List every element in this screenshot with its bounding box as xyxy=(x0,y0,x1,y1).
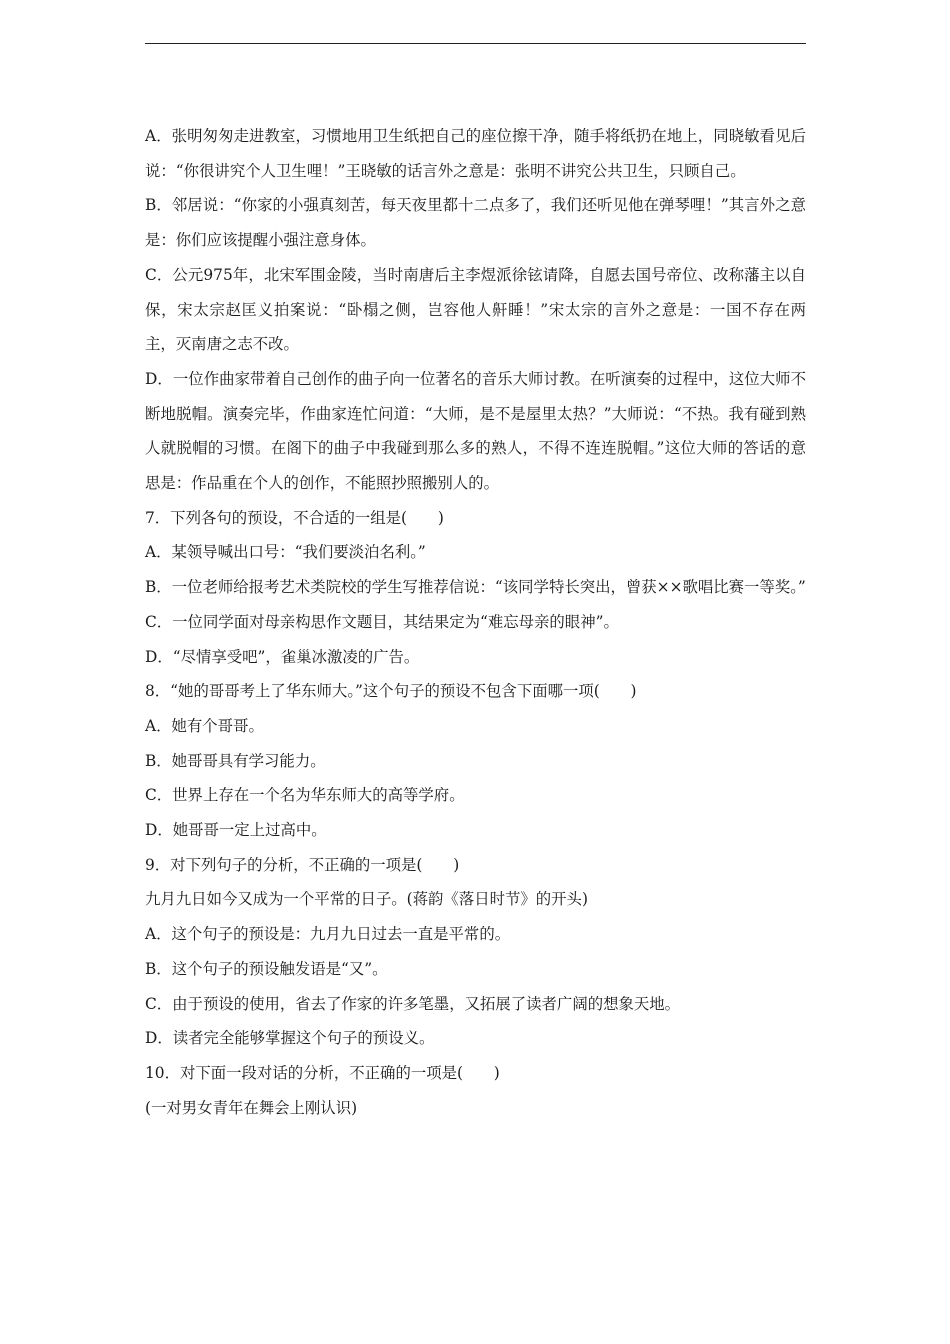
question-10-context: (一对男女青年在舞会上刚认识) xyxy=(145,1098,358,1117)
question-7-option-d: D．“尽情享受吧”，雀巢冰激凌的广告。 xyxy=(145,647,420,666)
question-10-stem: 10．对下面一段对话的分析，不正确的一项是( ) xyxy=(145,1063,500,1082)
question-8-option-a: A．她有个哥哥。 xyxy=(145,716,264,735)
question-7-option-c: C．一位同学面对母亲构思作文题目，其结果定为“难忘母亲的眼神”。 xyxy=(145,612,619,631)
question-8-option-c: C．世界上存在一个名为华东师大的高等学府。 xyxy=(145,786,465,805)
question-8-option-d: D．她哥哥一定上过高中。 xyxy=(145,821,327,840)
header-rule xyxy=(145,43,806,44)
question-9-option-b: B．这个句子的预设触发语是“又”。 xyxy=(145,959,388,978)
question-9-passage: 九月九日如今又成为一个平常的日子。(蒋韵《落日时节》的开头) xyxy=(145,890,588,909)
question-9-stem: 9．对下列句子的分析，不正确的一项是( ) xyxy=(145,855,460,874)
question-6-option-d: D．一位作曲家带着自己创作的曲子向一位著名的音乐大师讨教。在听演奏的过程中，这位大师不断地脱帽。演奏完毕，作曲家连忙问道：“大师，是不是屋里太热？”大师说：“不热。我有碰到熟人就脱帽的习惯。在阁下的曲子中我碰到那么多的熟人，不得不连连脱帽。”这位大师的答话的意思是：作品重在个人的创作，不能照抄照搬别人的。 xyxy=(145,369,806,493)
question-6-option-b: B．邻居说：“你家的小强真刻苦，每天夜里都十二点多了，我们还听见他在弹琴哩！”其言外之意是：你们应该提醒小强注意身体。 xyxy=(145,196,806,250)
question-9-option-a: A．这个句子的预设是：九月九日过去一直是平常的。 xyxy=(145,925,511,944)
question-7-option-a: A．某领导喊出口号：“我们要淡泊名利。” xyxy=(145,543,426,562)
question-6-option-c: C．公元975年，北宋军围金陵，当时南唐后主李煜派徐铉请降，自愿去国号帝位、改称藩主以自保，宋太宗赵匡义拍案说：“卧榻之侧，岂容他人鼾睡！”宋太宗的言外之意是：一国不存在两主，灭南唐之志不改。 xyxy=(145,265,806,354)
document-body xyxy=(145,119,806,1125)
question-7-option-b: B．一位老师给报考艺术类院校的学生写推荐信说：“该同学特长突出，曾获××歌唱比赛一等奖。” xyxy=(145,578,806,597)
question-8-stem: 8．“她的哥哥考上了华东师大。”这个句子的预设不包含下面哪一项( ) xyxy=(145,682,637,701)
question-9-option-d: D．读者完全能够掌握这个句子的预设义。 xyxy=(145,1029,435,1048)
question-7-stem: 7．下列各句的预设，不合适的一组是( ) xyxy=(145,508,444,527)
question-9-option-c: C．由于预设的使用，省去了作家的许多笔墨，又拓展了读者广阔的想象天地。 xyxy=(145,994,681,1013)
question-8-option-b: B．她哥哥具有学习能力。 xyxy=(145,751,326,770)
question-6-option-a: A．张明匆匆走进教室，习惯地用卫生纸把自己的座位擦干净，随手将纸扔在地上，同晓敏看见后说：“你很讲究个人卫生哩！”王晓敏的话言外之意是：张明不讲究公共卫生，只顾自己。 xyxy=(145,127,806,180)
